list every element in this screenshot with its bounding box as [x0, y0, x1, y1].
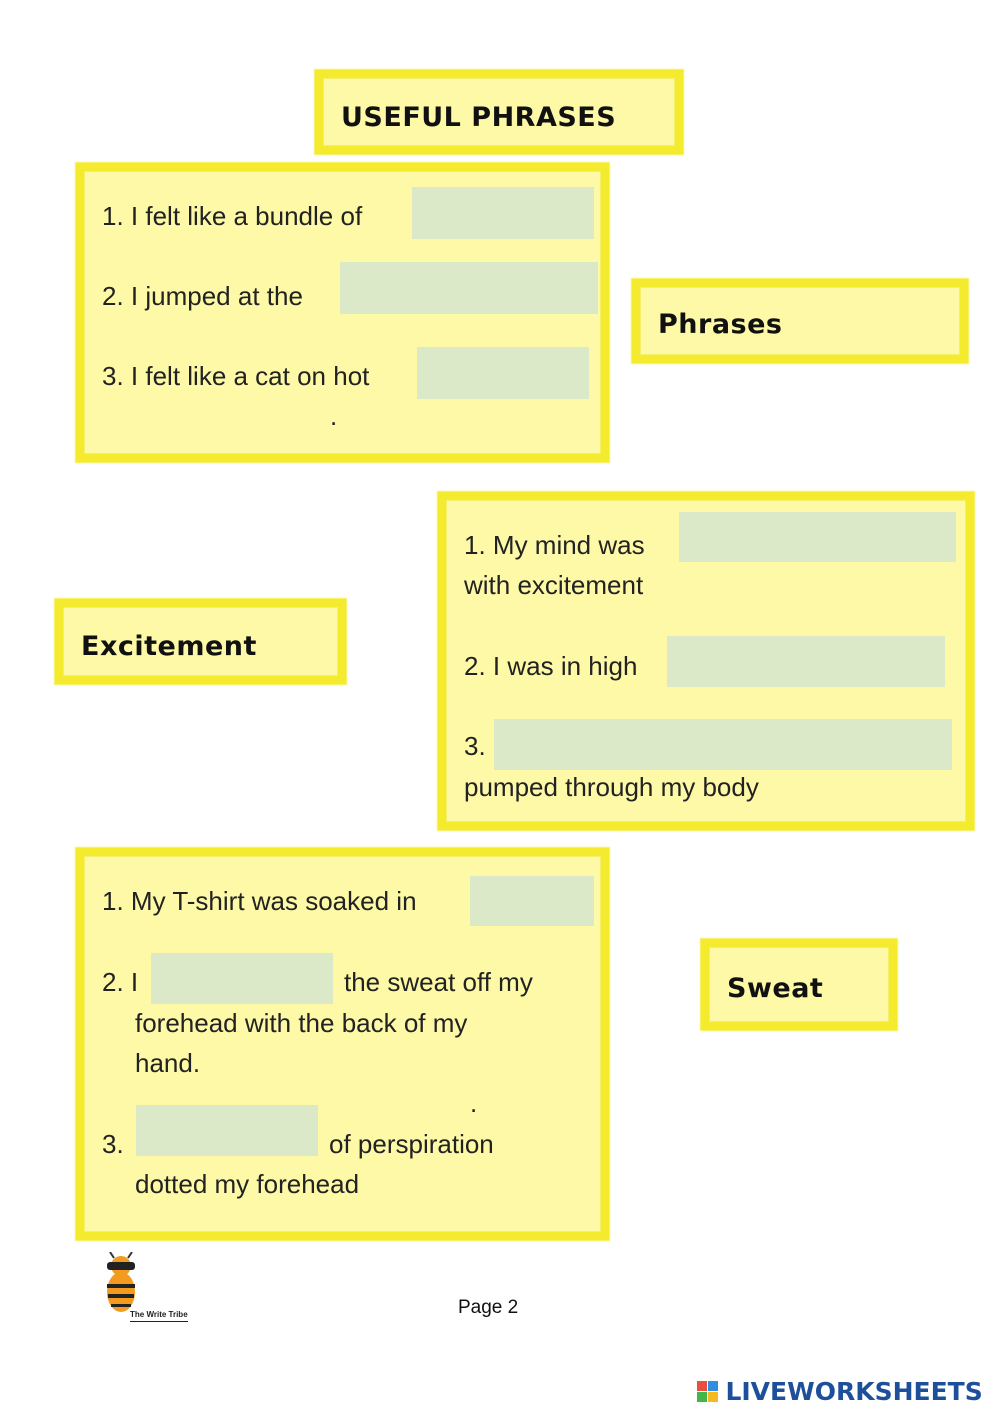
excitement-2-text: 2. I was in high [464, 651, 638, 681]
brand-suffix: WORKSHEETS [787, 1377, 983, 1406]
lw-blocks-icon [697, 1381, 719, 1403]
phrase-1-blank[interactable] [412, 187, 594, 239]
phrases-box [76, 163, 609, 462]
sweat-1-blank[interactable] [470, 876, 594, 926]
excitement-3b-text: pumped through my body [464, 772, 759, 802]
sweat-label: Sweat [727, 973, 824, 1004]
phrase-2-blank[interactable] [340, 262, 598, 314]
excitement-3a-text: 3. [464, 731, 486, 761]
excitement-1-blank[interactable] [679, 512, 956, 562]
sweat-1-text: 1. My T-shirt was soaked in [102, 886, 417, 916]
excitement-label-box [55, 599, 346, 684]
sweat-2c-text: forehead with the back of my [135, 1008, 468, 1038]
useful-phrases-title-box [315, 70, 683, 154]
bee-logo [96, 1252, 211, 1328]
sweat-3c-text: dotted my forehead [135, 1169, 360, 1199]
phrase-1-text: 1. I felt like a bundle of [102, 201, 363, 231]
sweat-2d-text: hand. [135, 1048, 201, 1078]
phrases-label-box [632, 279, 968, 363]
useful-phrases-title: USEFUL PHRASES [341, 102, 617, 133]
sweat-3a-text: 3. [102, 1129, 124, 1159]
sweat-2b-text: the sweat off my [344, 967, 533, 997]
sweat-label-box [701, 939, 897, 1030]
excitement-1a-text: 1. My mind was [464, 530, 645, 560]
bee-icon [96, 1252, 156, 1316]
sweat-2a-text: 2. I [102, 967, 139, 997]
phrase-3-text: 3. I felt like a cat on hot [102, 361, 370, 391]
brand-prefix: LIVE [725, 1377, 788, 1406]
phrase-3-blank[interactable] [417, 347, 589, 399]
excitement-1b-text: with excitement [464, 570, 644, 600]
sweat-dot: . [470, 1088, 478, 1118]
phrase-3-dot: . [330, 401, 338, 431]
liveworksheets-brand[interactable] [697, 1377, 983, 1409]
sweat-3b-text: of perspiration [329, 1129, 494, 1159]
sweat-box [76, 848, 609, 1240]
phrase-2-text: 2. I jumped at the [102, 281, 303, 311]
page-number: Page 2 [458, 1297, 519, 1318]
excitement-3-blank[interactable] [494, 719, 952, 770]
phrases-label: Phrases [658, 309, 783, 340]
sweat-2-blank[interactable] [151, 953, 333, 1004]
excitement-label: Excitement [81, 631, 257, 662]
excitement-box [438, 492, 974, 830]
excitement-2-blank[interactable] [667, 636, 945, 687]
logo-text: The Write Tribe [130, 1310, 188, 1322]
sweat-3-blank[interactable] [136, 1105, 318, 1156]
